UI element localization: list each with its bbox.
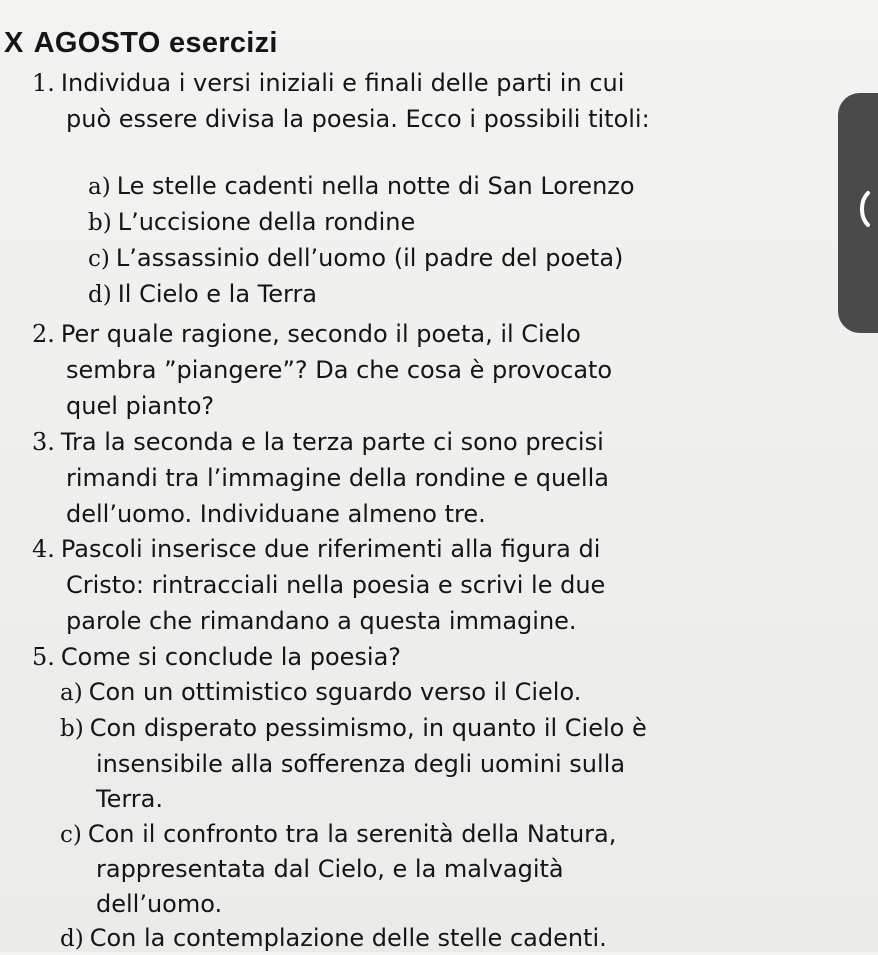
question-2-line-2: sembra ”piangere”? Da che cosa è provocato [66,356,613,384]
title-text: AGOSTO esercizi [33,27,278,59]
chevron-left-icon [852,189,874,229]
option-5c-line-1: c) Con il confronto tra la serenità della Natura, [60,820,617,848]
question-2-line-1: 2. Per quale ragione, secondo il poeta, il Cielo [32,320,581,348]
question-2-number: 2. [32,320,55,348]
question-4-line-3: parole che rimandano a questa immagine. [66,607,577,635]
question-4-line-2: Cristo: rintracciali nella poesia e scrivi le due [66,571,606,599]
question-3-line-1: 3. Tra la seconda e la terza parte ci sono precisi [32,428,604,456]
option-5b-line-3: Terra. [96,785,163,813]
page-title [4,27,278,60]
option-5b-line-2: insensibile alla sofferenza degli uomini sulla [96,750,626,778]
close-icon[interactable]: X [4,27,24,59]
option-5d: d) Con la contemplazione delle stelle cadenti. [60,924,607,952]
option-1c: c) L’assassinio dell’uomo (il padre del poeta) [88,244,624,272]
question-3-line-3: dell’uomo. Individuane almeno tre. [66,500,486,528]
option-1a: a) Le stelle cadenti nella notte di San Lorenzo [88,172,635,200]
option-5b-line-1: b) Con disperato pessimismo, in quanto il Cielo è [60,714,647,742]
question-2-line-3: quel pianto? [66,392,215,420]
question-1-line-2: può essere divisa la poesia. Ecco i possibili titoli: [66,105,650,133]
question-1-number: 1. [32,69,55,97]
question-3-line-2: rimandi tra l’immagine della rondine e quella [66,464,609,492]
question-5-number: 5. [32,643,55,671]
option-5a: a) Con un ottimistico sguardo verso il Cielo. [60,678,582,706]
question-4-line-1: 4. Pascoli inserisce due riferimenti alla figura di [32,535,601,563]
option-1b: b) L’uccisione della rondine [88,208,416,236]
option-1d: d) Il Cielo e la Terra [88,280,318,308]
option-5c-line-3: dell’uomo. [96,890,223,918]
question-5-line-1: 5. Come si conclude la poesia? [32,643,402,671]
question-4-number: 4. [32,535,55,563]
question-3-number: 3. [32,428,55,456]
option-5c-line-2: rappresentata dal Cielo, e la malvagità [96,855,564,883]
question-1-line-1: 1. Individua i versi iniziali e finali delle parti in cui [32,69,625,97]
side-panel-tab[interactable] [838,93,878,333]
